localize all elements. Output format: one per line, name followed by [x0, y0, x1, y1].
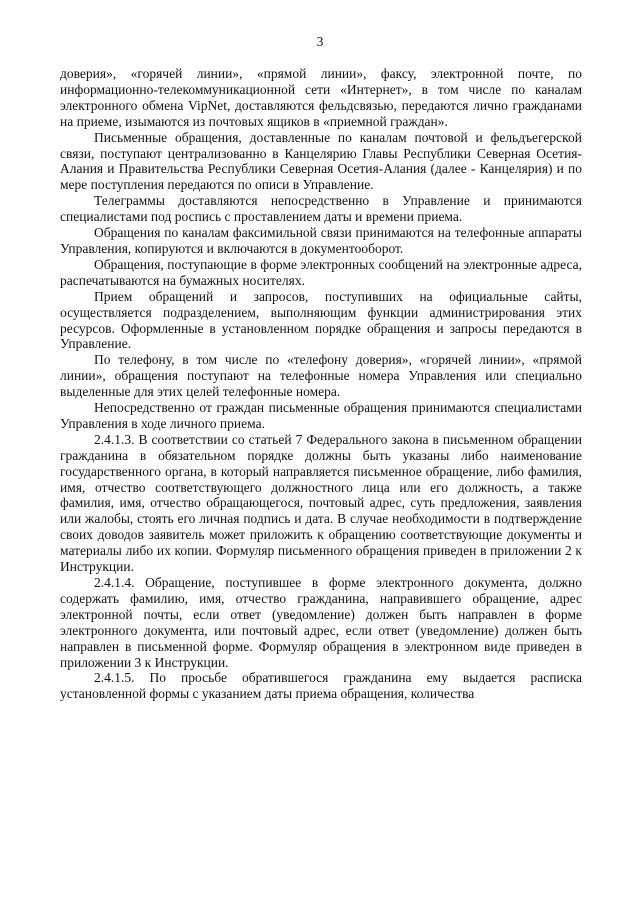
paragraph-continuation: доверия», «горячей линии», «прямой линии», факсу, электронной почте, по информационно-телекоммуникационной сети «Интернет», в том числе по каналам электронного обмена VipNet, доставляются фельдсвязью, передаются лично гражданами на приеме, изымаются из почтовых ящиков в «приемной граждан».	[60, 66, 582, 129]
paragraph-section-2-4-1-3: 2.4.1.3. В соответствии со статьей 7 Федерального закона в письменном обращении гражданина в обязательном порядке должны быть указаны либо наименование государственного органа, в который направляется письменное обращение, либо фамилия, имя, отчество соответствующего должностного лица или его должность, а также фамилия, имя, отчество обращающегося, почтовый адрес, суть предложения, заявления или жалобы, стоять его личная подпись и дата. В случае необходимости в подтверждение своих доводов заявитель может приложить к обращению соответствующие документы и материалы либо их копии. Формуляр письменного обращения приведен в приложении 2 к Инструкции.	[60, 431, 582, 575]
paragraph-telephone: По телефону, в том числе по «телефону доверия», «горячей линии», «прямой линии», обращения поступают на телефонные номера Управления или специально выделенные для этих целей телефонные номера.	[60, 352, 582, 400]
paragraph-fax: Обращения по каналам факсимильной связи принимаются на телефонные аппараты Управления, копируются и включаются в документооборот.	[60, 225, 582, 256]
paragraph-section-2-4-1-5: 2.4.1.5. По просьбе обратившегося гражданина ему выдается расписка установленной формы с указанием даты приема обращения, количества	[60, 670, 582, 702]
page-number: 3	[316, 34, 324, 49]
paragraph-personal-reception: Непосредственно от граждан письменные обращения принимаются специалистами Управления в ходе личного приема.	[60, 400, 582, 431]
paragraph-electronic-messages: Обращения, поступающие в форме электронных сообщений на электронные адреса, распечатываются на бумажных носителях.	[60, 256, 582, 288]
paragraph-telegrams: Телеграммы доставляются непосредственно в Управление и принимаются специалистами под роспись с проставлением даты и времени приема.	[60, 193, 582, 225]
document-body	[60, 66, 582, 702]
paragraph-official-sites: Прием обращений и запросов, поступивших на официальные сайты, осуществляется подразделением, выполняющим функции администрирования этих ресурсов. Оформленные в установленном порядке обращения и запросы передаются в Управление.	[60, 288, 582, 352]
paragraph-section-2-4-1-4: 2.4.1.4. Обращение, поступившее в форме электронного документа, должно содержать фамилию, имя, отчество гражданина, направившего обращение, адрес электронной почты, если ответ (уведомление) должен быть направлен в форме электронного документа, или почтовый адрес, если ответ (уведомление) должен быть направлен в письменной форме. Формуляр обращения в электронном виде приведен в приложении 3 к Инструкции.	[60, 575, 582, 670]
paragraph-written-appeals: Письменные обращения, доставленные по каналам почтовой и фельдъегерской связи, поступают централизованно в Канцелярию Главы Республики Северная Осетия-Алания и Правительства Республики Северная Осетия-Алания (далее - Канцелярия) и по мере поступления передаются по описи в Управление.	[60, 129, 582, 193]
